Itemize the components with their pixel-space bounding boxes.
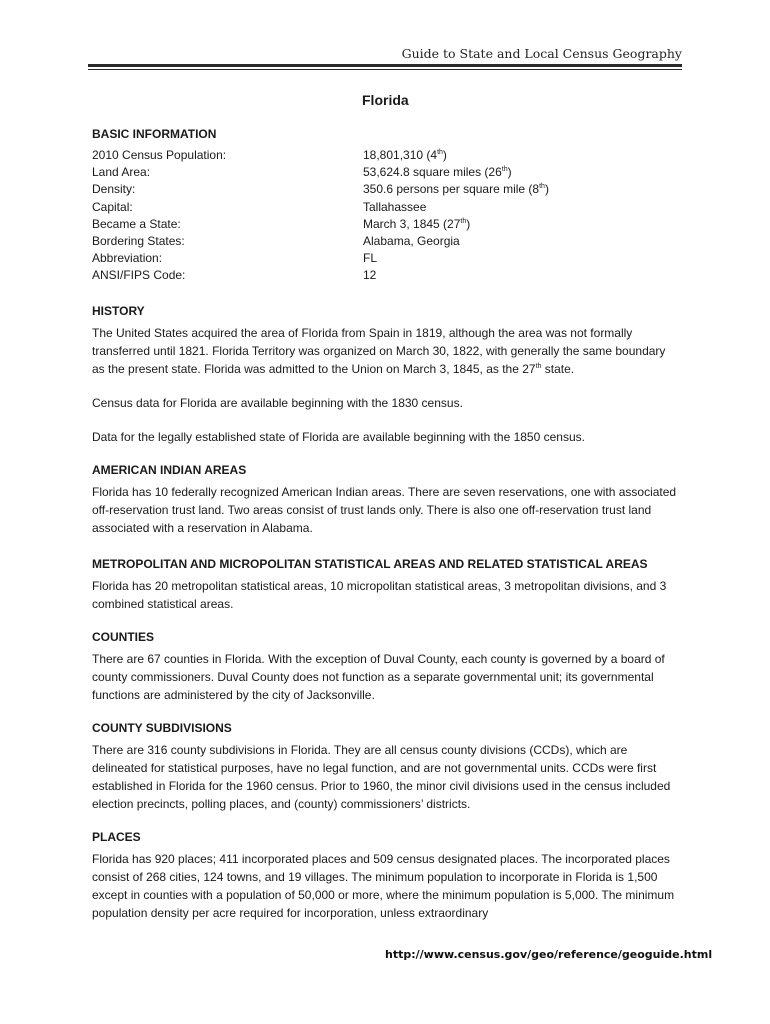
info-value: 53,624.8 square miles (26th) bbox=[363, 165, 512, 180]
history-paragraph: Census data for Florida are available beginning with the 1830 census. bbox=[92, 395, 463, 410]
county-subdivisions-section bbox=[92, 720, 677, 813]
info-row bbox=[92, 250, 677, 267]
basic-info-table bbox=[92, 147, 677, 285]
history-paragraph: Data for the legally established state of Florida are available beginning with the 1850 census. bbox=[92, 429, 585, 444]
info-label: Abbreviation: bbox=[92, 251, 163, 266]
info-label: Capital: bbox=[92, 199, 133, 214]
info-value: FL bbox=[363, 251, 378, 266]
header-rule-thin bbox=[88, 69, 682, 70]
header-rule-thick bbox=[88, 64, 682, 67]
section-heading: COUNTIES bbox=[92, 629, 155, 644]
info-row bbox=[92, 216, 677, 233]
running-header: Guide to State and Local Census Geography bbox=[401, 46, 682, 61]
info-value: March 3, 1845 (27th) bbox=[363, 216, 471, 231]
american-indian-areas-section bbox=[92, 462, 677, 537]
section-heading: METROPOLITAN AND MICROPOLITAN STATISTICAL AREAS AND RELATED STATISTICAL AREAS bbox=[92, 556, 648, 571]
info-row bbox=[92, 233, 677, 250]
info-row bbox=[92, 199, 677, 216]
info-value: Tallahassee bbox=[363, 199, 427, 214]
info-row bbox=[92, 147, 677, 164]
basic-information-section bbox=[92, 126, 677, 285]
section-paragraph: There are 67 counties in Florida. With the exception of Duval County, each county is governed by a board of county commissioners. Duval County does not function as a separate governmental unit; its governmental functions are administered by the city of Jacksonville. bbox=[92, 651, 665, 702]
section-paragraph: Florida has 10 federally recognized American Indian areas. There are seven reservations, one with associated off-reservation trust land. Two areas consist of trust lands only. There is also one off-reservation trust land associated with a reservation in Alabama. bbox=[92, 484, 677, 535]
info-value: Alabama, Georgia bbox=[363, 234, 460, 249]
section-paragraph: Florida has 920 places; 411 incorporated places and 509 census designated places. The incorporated places consist of 268 cities, 124 towns, and 19 villages. The minimum population to incorporate in Florida is 1,500 except in counties with a population of 50,000 or more, where the minimum population is 5,000. The minimum population density per acre required for incorporation, unless extraordinary bbox=[92, 851, 675, 920]
info-value: 12 bbox=[363, 268, 377, 283]
section-heading: COUNTY SUBDIVISIONS bbox=[92, 720, 232, 735]
info-label: Land Area: bbox=[92, 165, 151, 180]
info-label: Density: bbox=[92, 182, 136, 197]
info-label: ANSI/FIPS Code: bbox=[92, 268, 186, 283]
page-title: Florida bbox=[362, 92, 409, 108]
section-heading: HISTORY bbox=[92, 303, 145, 318]
info-value: 350.6 persons per square mile (8th) bbox=[363, 182, 549, 197]
info-row bbox=[92, 164, 677, 181]
section-heading: PLACES bbox=[92, 829, 141, 844]
info-value: 18,801,310 (4th) bbox=[363, 148, 447, 162]
metro-micro-section bbox=[92, 553, 677, 613]
info-row bbox=[92, 181, 677, 198]
history-paragraph: The United States acquired the area of Florida from Spain in 1819, although the area was not formally transferred until 1821. Florida Territory was organized on March 30, 1822, with generally the same boundary as the present state. Florida was admitted to the Union on March 3, 1845, as the 27th state. bbox=[92, 325, 666, 376]
info-label: Bordering States: bbox=[92, 234, 185, 249]
section-heading: BASIC INFORMATION bbox=[92, 127, 217, 141]
counties-section bbox=[92, 629, 677, 704]
places-section bbox=[92, 829, 677, 922]
section-heading: AMERICAN INDIAN AREAS bbox=[92, 462, 247, 477]
info-row bbox=[92, 267, 677, 284]
info-label: Became a State: bbox=[92, 216, 181, 231]
section-paragraph: Florida has 20 metropolitan statistical areas, 10 micropolitan statistical areas, 3 metropolitan divisions, and 3 combined statistical areas. bbox=[92, 578, 667, 611]
history-section bbox=[92, 303, 677, 446]
content bbox=[92, 126, 677, 938]
section-paragraph: There are 316 county subdivisions in Florida. They are all census county divisions (CCDs), which are delineated for statistical purposes, have no legal function, and are not governmental units. CCDs were first established in Florida for the 1960 census. Prior to 1960, the minor civil divisions used in the census included election precincts, polling places, and (county) commissioners’ districts. bbox=[92, 742, 671, 811]
footer-url[interactable]: http://www.census.gov/geo/reference/geoguide.html bbox=[385, 948, 713, 961]
info-label: 2010 Census Population: bbox=[92, 148, 227, 162]
